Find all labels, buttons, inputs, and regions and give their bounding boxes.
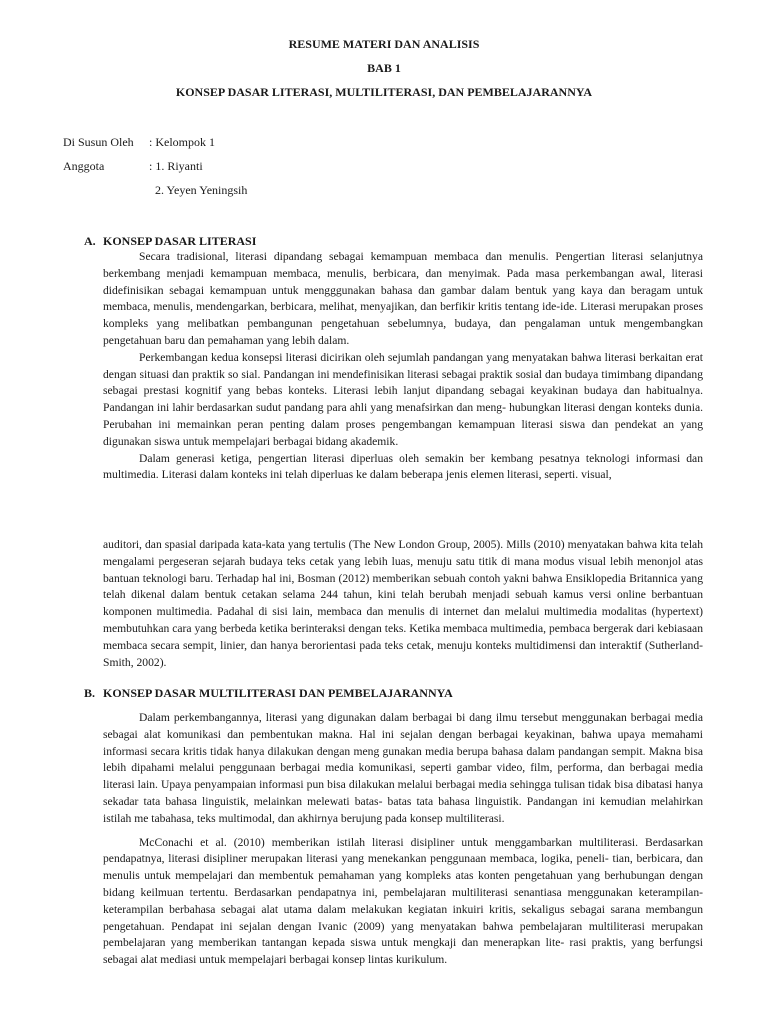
member-1: : 1. Riyanti (149, 159, 203, 173)
section-a-paragraph-3: Dalam generasi ketiga, pengertian literasi diperluas oleh semakin ber kembang pesatnya teknologi informasi dan multimedia. Literasi dalam konteks ini telah diperluas ke dalam beberapa jenis elemen literasi, seperti. visual, (103, 451, 703, 482)
section-b-heading (84, 685, 453, 702)
section-b-letter: B. (84, 686, 96, 700)
document-title: RESUME MATERI DAN ANALISIS (288, 37, 480, 51)
author-row (63, 134, 215, 151)
section-a-paragraph-1: Secara tradisional, literasi dipandang sebagai kemampuan membaca dan menulis. Pengertian literasi selanjutnya berkembang menjadi kemampuan membaca, menulis, berbicara, dan menyimak. Pada masa perkembangan awal, literasi didefinisikan sebagai kemampuan untuk mengggunakan bahasa dan gambar dalam bentuk yang kaya dan beragam untuk membaca, menulis, mendengarkan, berbicara, melihat, menyajikan, dan berfikir kritis tentang ide-ide. Literasi merupakan proses kompleks yang melibatkan pembangunan pengetahuan sebelumnya, budaya, dan pengalaman untuk mengembangkan pengetahuan baru dan pemahaman yang lebih dalam. (103, 250, 703, 347)
section-a-continuation (103, 537, 703, 671)
section-a-letter: A. (84, 234, 96, 248)
members-label: Anggota (63, 159, 105, 173)
section-b-paragraph-2: McConachi et al. (2010) memberikan istilah literasi disipliner untuk menggambarkan multiliterasi. Berdasarkan pendapatnya, literasi disipliner merupakan literasi yang menekankan penggunaan membaca, logika, peneli- tian, berbicara, dan menulis untuk mempelajari dan membentuk pemahaman yang kompleks atas konten pengetahuan yang berhubungan dengan bidang keilmuan tertentu. Berdasarkan pendapatnya ini, pembelajaran multiliterasi senantiasa menggunakan keterampilan-keterampilan berbahasa sebagai alat utama dalam melakukan kegiatan inkuiri kritis, sekaligus sebagai sarana membangun pengetahuan. Pendapat ini sejalan dengan Ivanic (2009) yang menyatakan bahwa pembelajaran multiliterasi merupakan pembelajaran yang memberikan tantangan kepada siswa untuk mengkaji dan menerapkan lite- rasi praktis, yang berfungsi sebagai alat mediasi untuk mempelajari berbagai konsep lintas kurikulum. (103, 835, 703, 967)
author-label: Di Susun Oleh (63, 135, 134, 149)
section-a-body (103, 249, 703, 484)
section-b-body (103, 710, 703, 969)
member-2: 2. Yeyen Yeningsih (155, 183, 248, 197)
section-b-paragraph-1: Dalam perkembangannya, literasi yang digunakan dalam berbagai bi dang ilmu tersebut menggunakan berbagai media sebagai alat komunikasi dan pembentukan makna. Hal ini sejalan dengan berbagai keyakinan, bahwa upaya memahami informasi secara kritis tidak hanya dilakukan dengan meng gunakan media berupa bahasa dalam pandangan sempit. Makna bisa lebih dipahami melalui penggunaan berbagai media komunikasi, seperti gambar video, film, performa, dan berbagai media literasi lain. Upaya penyampaian informasi pun bisa dilakukan melalui berbagai media sehingga tulisan tidak bisa dibatasi hanya sekadar tata bahasa linguistik, melainkan melewati batas- batas tata bahasa linguistik. Pandangan ini kemudian melahirkan istilah me tabahasa, teks multimodal, dan akhirnya berujung pada konsep multiliterasi. (103, 711, 703, 825)
chapter-label: BAB 1 (367, 61, 401, 75)
section-a-paragraph-3-continued: auditori, dan spasial daripada kata-kata yang tertulis (The New London Group, 2005). Mills (2010) menyatakan bahwa kita telah mengalami pergeseran sejarah budaya teks cetak yang lebih luas, menuju satu titik di mana modus visual lebih menonjol atas bantuan teknologi baru. Terhadap hal ini, Bosman (2012) memberikan sebuah contoh yakni bahwa Ensiklopedia Britannica yang telah dikenal dalam bentuk cetakan selama 244 tahun, kini telah berubah menjadi sebuah kamus versi online berbantuan komponen multimedia. Padahal di sisi lain, membaca dan menulis di internet dan melalui multimedia modalitas (hypertext) membutuhkan cara yang berbeda ketika berinteraksi dengan teks. Ketika membaca multimedia, pembaca bergerak dari kebiasaan membaca secara sempit, linier, dan hanya berorientasi pada teks cetak, menuju konteks multidimensi dan interaktif (Sutherland-Smith, 2002). (103, 538, 703, 669)
section-a-heading (84, 233, 256, 250)
section-a-title: KONSEP DASAR LITERASI (103, 234, 257, 248)
section-b-title: KONSEP DASAR MULTILITERASI DAN PEMBELAJARANNYA (103, 686, 453, 700)
section-a-paragraph-2: Perkembangan kedua konsepsi literasi dicirikan oleh sejumlah pandangan yang menyatakan bahwa literasi berkaitan erat dengan situasi dan praktik so sial. Pandangan ini mendefinisikan literasi sebagai praktik sosial dan budaya timimbang dipandang sebagai prestasi kognitif yang bebas konteks. Literasi lebih lanjut dipandang sebagai keyakinan budaya dan habitualnya. Pandangan ini lahir berdasarkan sudut pandang para ahli yang menafsirkan dan meng- hubungkan literasi dengan konteks dunia. Perubahan ini memainkan peran penting dalam proses pengembangan kemampuan literasi siswa dan pendekat an yang digunakan siswa untuk mempelajari berbagai bidang akademik. (103, 350, 703, 448)
members-row (63, 158, 203, 175)
document-subtitle: KONSEP DASAR LITERASI, MULTILITERASI, DAN PEMBELAJARANNYA (175, 85, 593, 99)
author-value: : Kelompok 1 (149, 135, 215, 149)
